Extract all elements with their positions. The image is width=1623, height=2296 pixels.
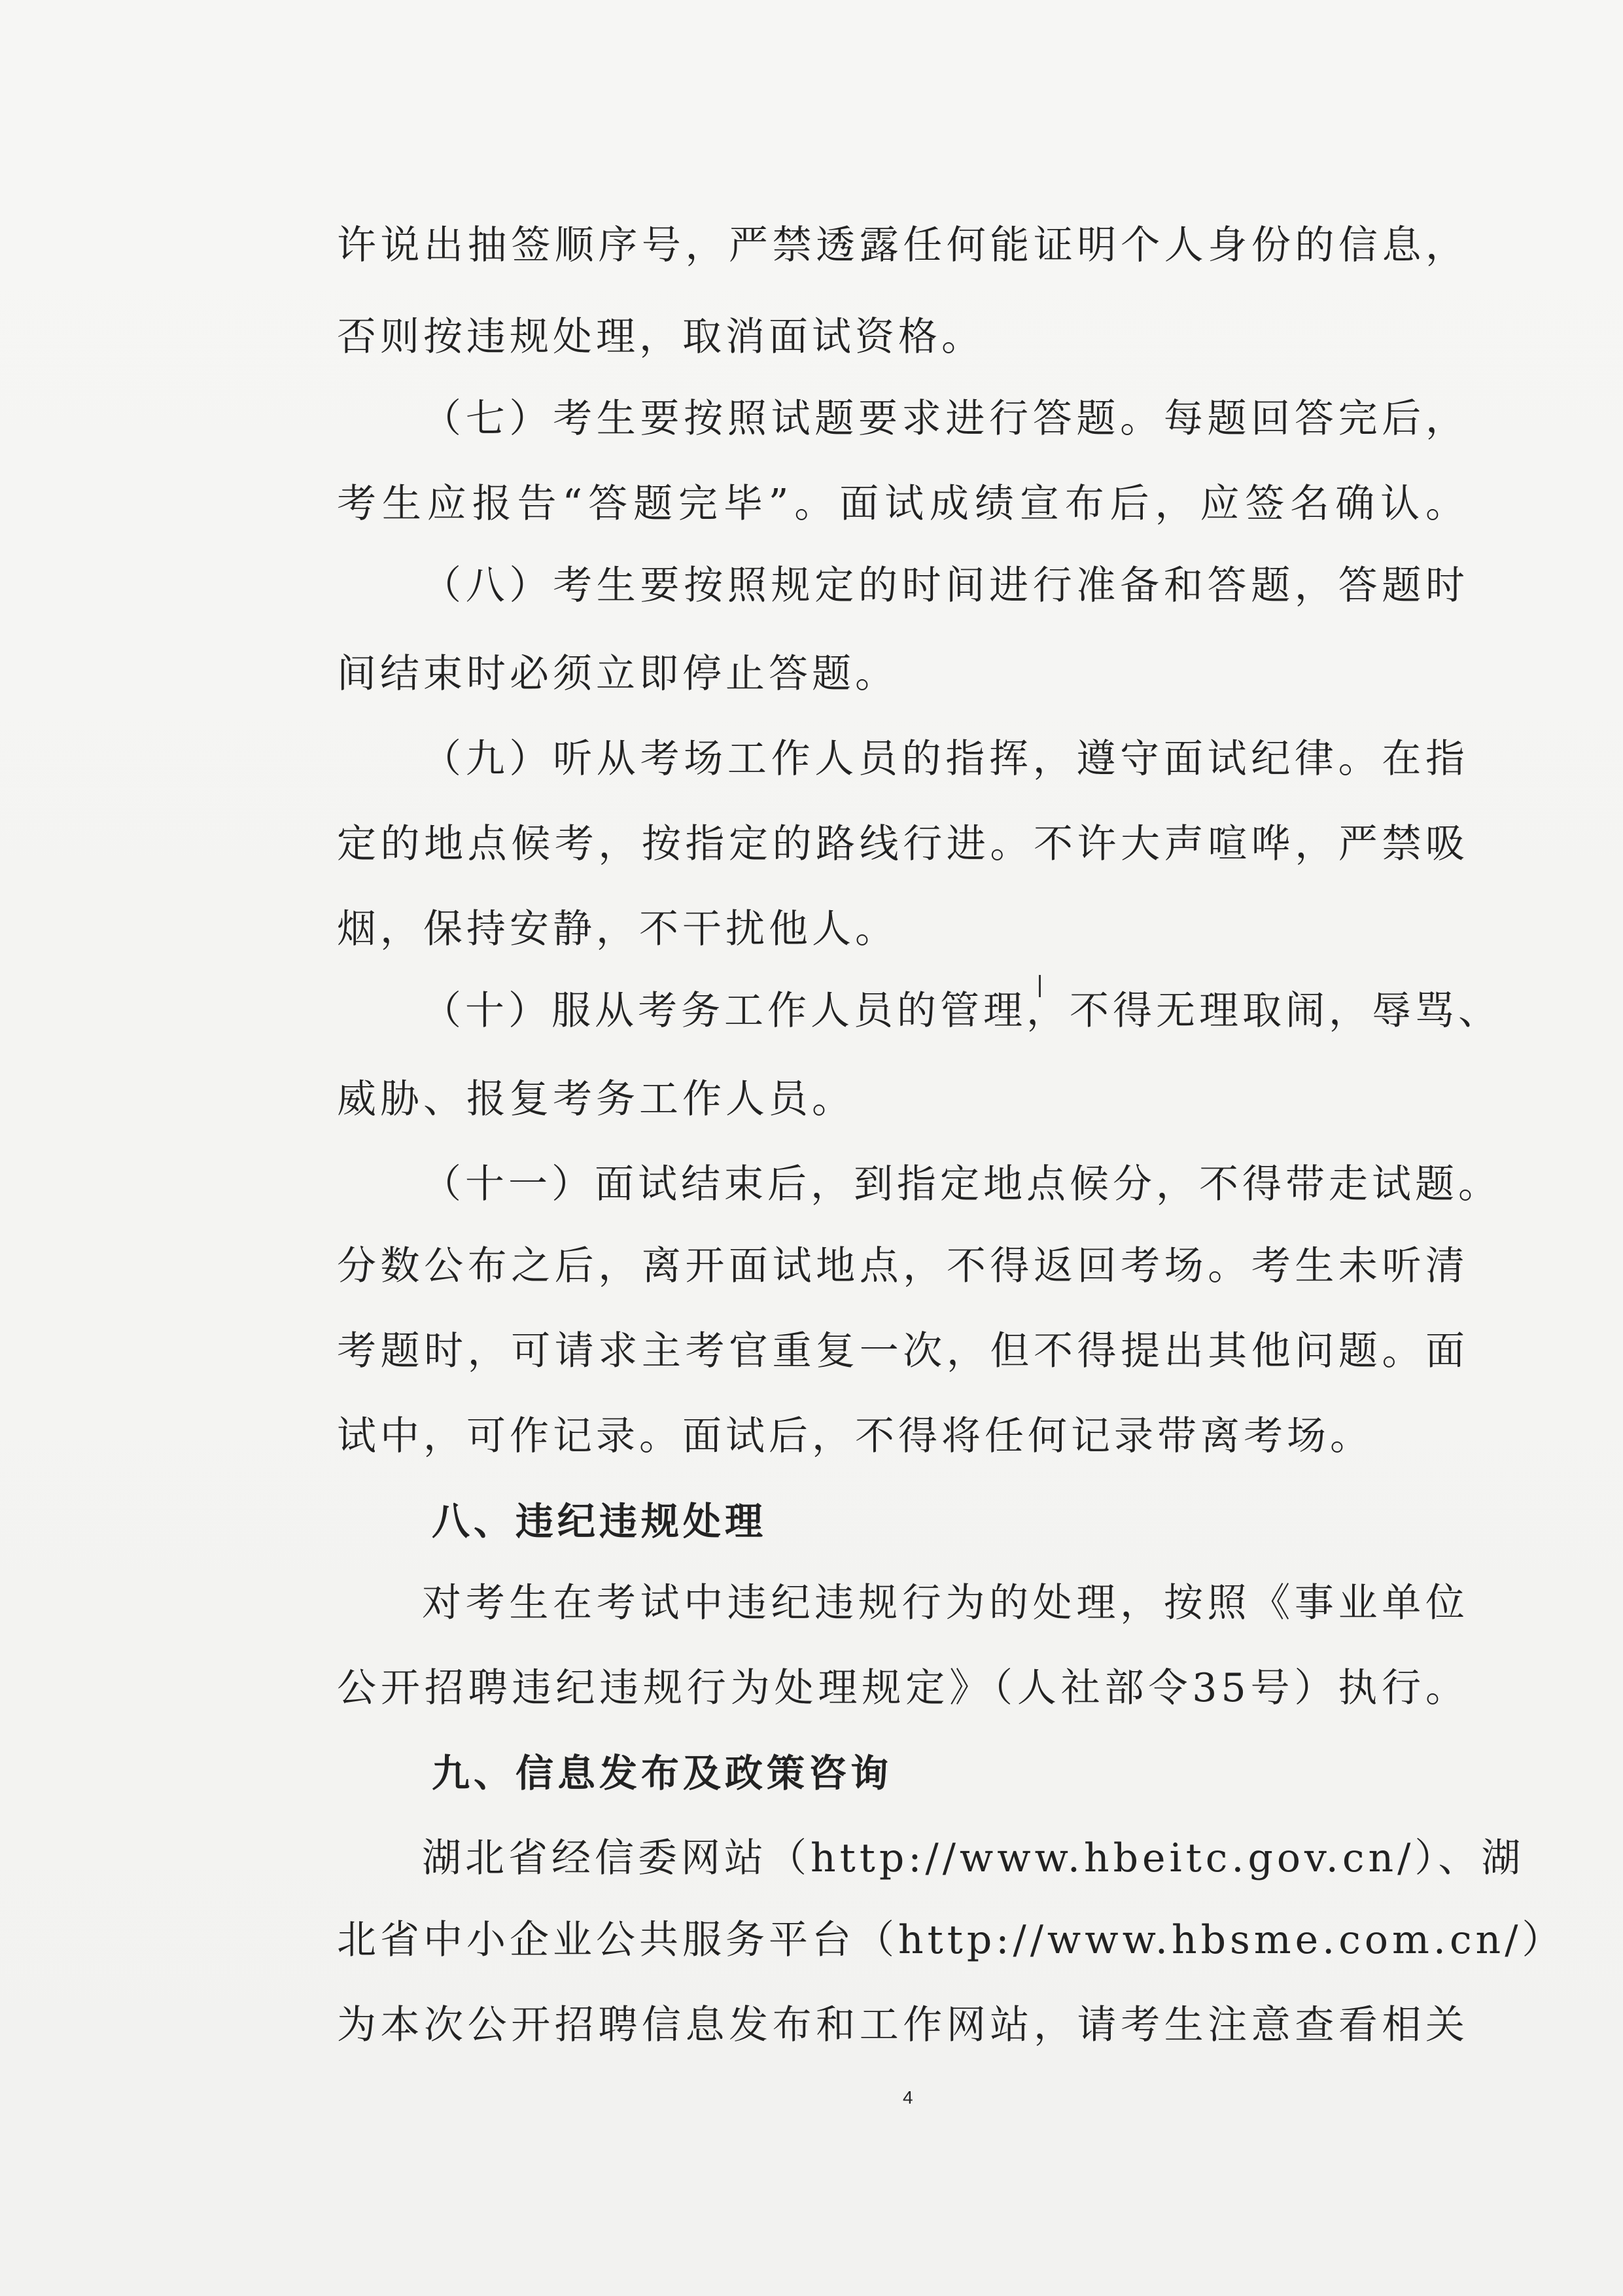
body-line: 威胁、报复考务工作人员。	[337, 1076, 855, 1122]
body-line: 北省中小企业公共服务平台（http://www.hbsme.com.cn/）	[337, 1917, 1565, 1963]
body-line: （七）考生要按照试题要求进行答题。每题回答完后，	[422, 396, 1469, 442]
body-line: 否则按违规处理，取消面试资格。	[337, 314, 985, 360]
section-heading-information: 九、信息发布及政策咨询	[432, 1751, 893, 1795]
body-line: 为本次公开招聘信息发布和工作网站，请考生注意查看相关	[337, 2002, 1469, 2048]
body-line: 公开招聘违纪违规行为处理规定》（人社部令35号）执行。	[337, 1665, 1469, 1711]
body-line: 分数公布之后，离开面试地点，不得返回考场。考生未听清	[337, 1243, 1469, 1289]
body-line: 考题时，可请求主考官重复一次，但不得提出其他问题。面	[337, 1328, 1469, 1374]
body-line: （八）考生要按照规定的时间进行准备和答题，答题时	[422, 563, 1469, 609]
body-line: 试中，可作记录。面试后，不得将任何记录带离考场。	[337, 1413, 1373, 1459]
body-line: （十）服从考务工作人员的管理，不得无理取闹，辱骂、	[422, 988, 1501, 1034]
body-line: 湖北省经信委网站（http://www.hbeitc.gov.cn/）、湖	[422, 1835, 1525, 1881]
body-line: 许说出抽签顺序号，严禁透露任何能证明个人身份的信息，	[337, 222, 1469, 268]
body-line: 考生应报告“答题完毕”。面试成绩宣布后，应签名确认。	[337, 481, 1469, 527]
section-heading-violations: 八、违纪违规处理	[432, 1499, 767, 1544]
body-line: 间结束时必须立即停止答题。	[337, 651, 898, 697]
body-line: 烟，保持安静，不干扰他人。	[337, 906, 898, 952]
page-number: 4	[903, 2087, 913, 2108]
body-line: 定的地点候考，按指定的路线行进。不许大声喧哗，严禁吸	[337, 821, 1469, 867]
body-line: 对考生在考试中违纪违规行为的处理，按照《事业单位	[422, 1580, 1469, 1626]
body-line: （十一）面试结束后，到指定地点候分，不得带走试题。	[422, 1161, 1501, 1207]
body-line: （九）听从考场工作人员的指挥，遵守面试纪律。在指	[422, 736, 1469, 782]
